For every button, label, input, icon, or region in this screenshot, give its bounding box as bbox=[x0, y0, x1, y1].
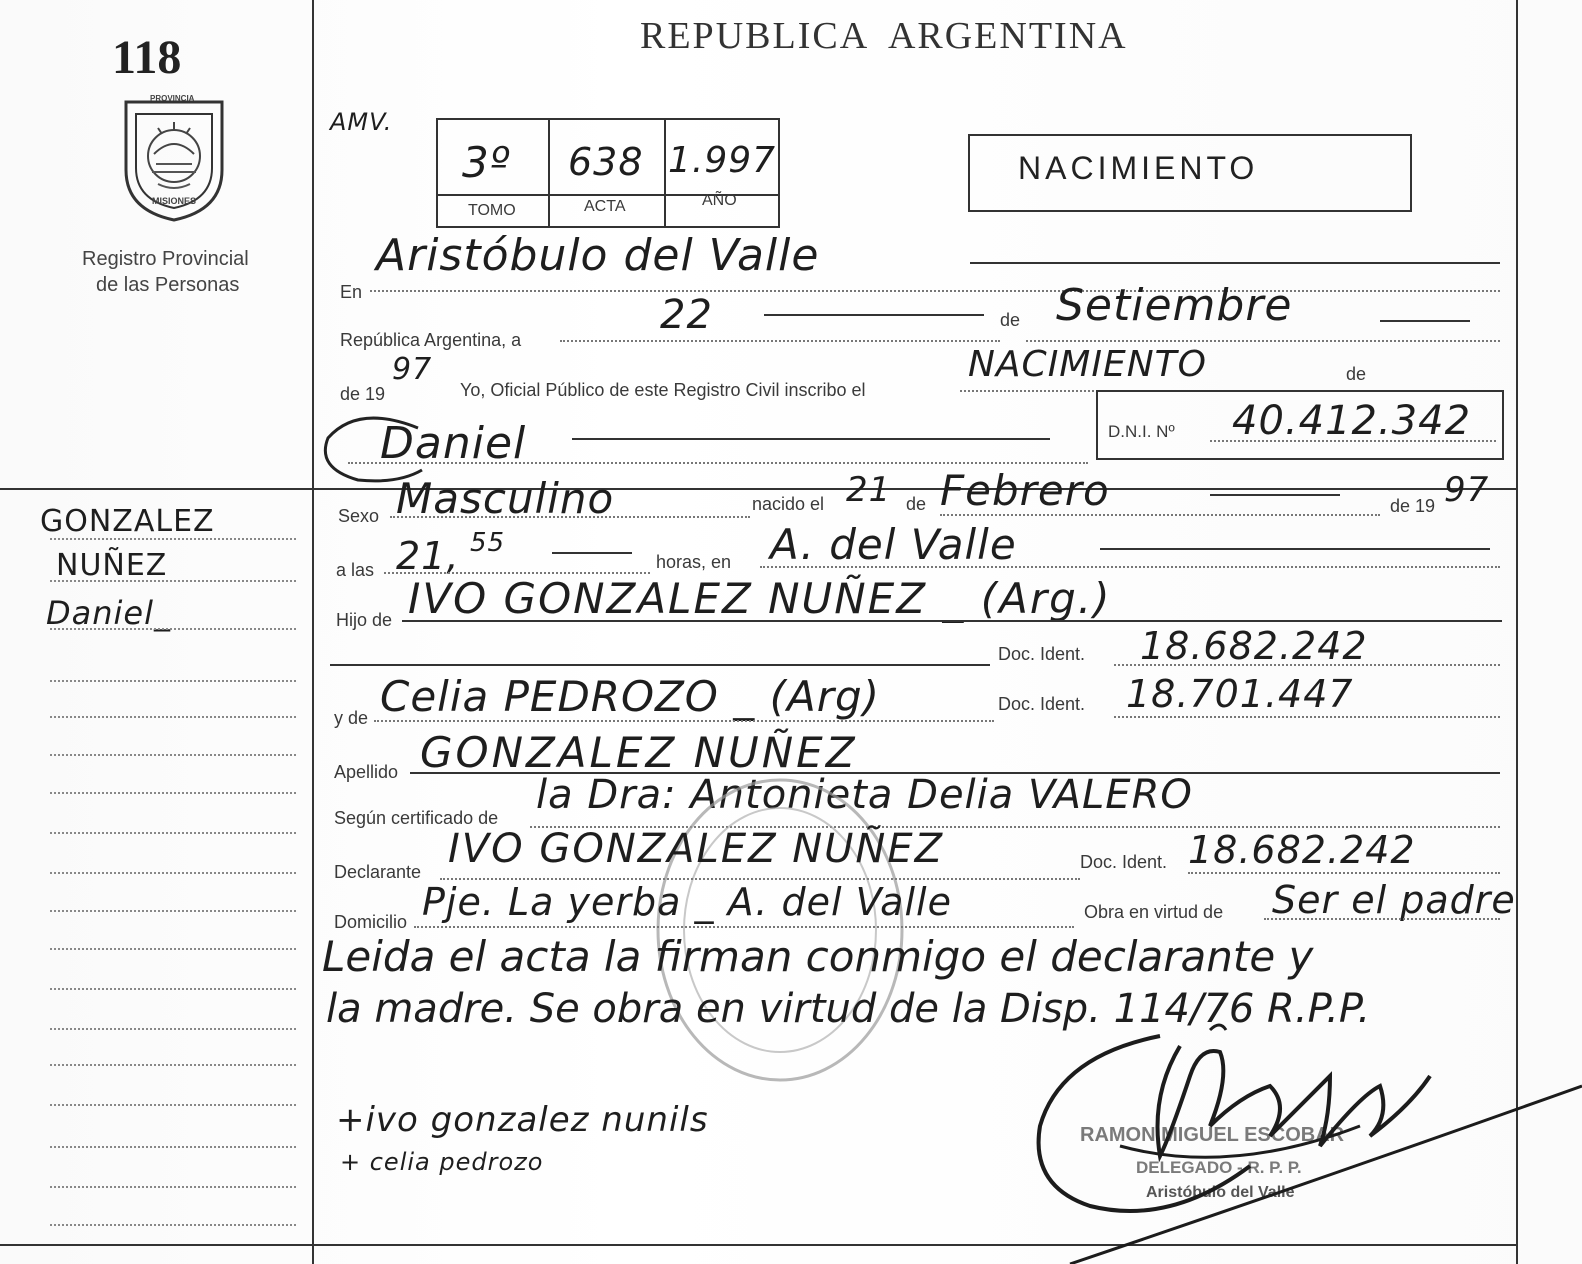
yde-label: y de bbox=[334, 708, 369, 728]
margin-line bbox=[50, 1028, 296, 1030]
de-label-2: de bbox=[1346, 364, 1367, 384]
acta-label: ACTA bbox=[584, 198, 626, 215]
month-underline bbox=[1380, 320, 1470, 322]
acta-value: 638 bbox=[568, 140, 644, 184]
dni-number: 40.412.342 bbox=[1232, 398, 1472, 444]
margin-line bbox=[50, 1186, 296, 1188]
obra-reason: Ser el padre bbox=[1272, 878, 1516, 922]
margin-surname-1: GONZALEZ bbox=[40, 504, 215, 539]
closing-note-line2: la madre. Se obra en virtud de la Disp. 114/76 R.P.P. bbox=[326, 986, 1371, 1032]
day-line bbox=[560, 340, 1000, 342]
mother-doc-line bbox=[1114, 716, 1500, 718]
dni-label: D.N.I. Nº bbox=[1108, 422, 1175, 441]
margin-line bbox=[50, 1146, 296, 1148]
margin-line bbox=[50, 792, 296, 794]
mother-doc-label: Doc. Ident. bbox=[998, 694, 1086, 714]
obra-label: Obra en virtud de bbox=[1084, 902, 1224, 922]
declarante-label: Declarante bbox=[334, 862, 422, 882]
margin-line bbox=[50, 988, 296, 990]
republica-label: República Argentina, a bbox=[340, 330, 522, 350]
seal-province-label: PROVINCIA bbox=[150, 94, 195, 103]
seal-name-label: MISIONES bbox=[152, 196, 197, 206]
registration-year-suffix: 97 bbox=[392, 352, 433, 387]
surname: GONZALEZ NUÑEZ bbox=[420, 728, 858, 777]
father-doc-label: Doc. Ident. bbox=[998, 644, 1086, 664]
official-round-stamp bbox=[650, 770, 910, 1090]
declarant-doc-line bbox=[1188, 872, 1500, 874]
father-name: IVO GONZALEZ NUÑEZ _ (Arg.) bbox=[408, 574, 1112, 623]
mother-doc: 18.701.447 bbox=[1126, 672, 1354, 716]
hour-underline bbox=[552, 552, 632, 554]
declarant-name: IVO GONZALEZ NUÑEZ bbox=[448, 826, 944, 872]
nacido-label: nacido el bbox=[752, 494, 825, 514]
margin-line bbox=[50, 754, 296, 756]
record-box-divider bbox=[664, 118, 666, 226]
record-type-title: NACIMIENTO bbox=[1018, 150, 1259, 186]
margin-divider bbox=[312, 0, 314, 1264]
anio-label: AÑO bbox=[702, 192, 737, 209]
birth-minutes: 55 bbox=[470, 528, 506, 558]
margin-line bbox=[50, 910, 296, 912]
officer-stamp-name: RAMON MIGUEL ESCOBAR bbox=[1080, 1124, 1345, 1146]
officer-stamp-place: Aristóbulo del Valle bbox=[1146, 1184, 1295, 1201]
address-line bbox=[414, 926, 1074, 928]
margin-line bbox=[50, 872, 296, 874]
birth-place: A. del Valle bbox=[770, 520, 1017, 569]
mother-name: Celia PEDROZO _ (Arg) bbox=[380, 672, 881, 721]
father-continuation-line bbox=[330, 664, 990, 666]
birth-day: 21 bbox=[846, 470, 892, 510]
tomo-label: TOMO bbox=[468, 202, 516, 219]
registration-place: Aristóbulo del Valle bbox=[376, 230, 820, 281]
en-label: En bbox=[340, 282, 363, 302]
margin-line bbox=[50, 948, 296, 950]
page-number: 118 bbox=[112, 31, 182, 84]
obra-line bbox=[1264, 918, 1500, 920]
birth-place-underline bbox=[1100, 548, 1490, 550]
closing-note-line1: Leida el acta la firman conmigo el declarante y bbox=[322, 932, 1314, 981]
child-name-underline bbox=[572, 438, 1050, 440]
segun-label: Según certificado de bbox=[334, 808, 499, 828]
margin-line bbox=[50, 1224, 296, 1226]
birth-month: Febrero bbox=[940, 466, 1110, 515]
margin-surname-2: NUÑEZ bbox=[56, 548, 168, 583]
oficial-statement: Yo, Oficial Público de este Registro Civil inscribo el bbox=[460, 380, 866, 400]
child-name: Daniel bbox=[380, 418, 527, 469]
alas-label: a las bbox=[336, 560, 375, 580]
hijo-label: Hijo de bbox=[336, 610, 393, 630]
event-type: NACIMIENTO bbox=[968, 344, 1207, 385]
registrar-initials: AMV. bbox=[330, 108, 393, 136]
registry-name-line2: de las Personas bbox=[96, 274, 240, 296]
officer-signature-scribble bbox=[1030, 1016, 1582, 1264]
registration-day: 22 bbox=[660, 292, 713, 338]
birth-place-line bbox=[760, 566, 1500, 568]
margin-line bbox=[50, 538, 296, 540]
declarant-signature: +ivo gonzalez nunils bbox=[336, 1100, 709, 1140]
birth-month-line bbox=[940, 514, 1380, 516]
tomo-value: 3º bbox=[462, 138, 511, 187]
country-title: REPUBLICA ARGENTINA bbox=[640, 15, 1128, 57]
father-underline bbox=[402, 620, 1502, 622]
day-underline bbox=[764, 314, 984, 316]
horas-label: horas, en bbox=[656, 552, 732, 572]
name-section-divider bbox=[0, 488, 1518, 490]
anio-value: 1.997 bbox=[668, 140, 777, 181]
margin-given-name: Daniel_ bbox=[46, 594, 171, 632]
birth-year-suffix: 97 bbox=[1444, 470, 1490, 510]
declarant-doc-label: Doc. Ident. bbox=[1080, 852, 1168, 872]
sex: Masculino bbox=[396, 474, 615, 523]
certifier: la Dra: Antonieta Delia VALERO bbox=[536, 772, 1193, 818]
sexo-label: Sexo bbox=[338, 506, 380, 526]
domicilio-label: Domicilio bbox=[334, 912, 408, 932]
de-label: de bbox=[1000, 310, 1021, 330]
address: Pje. La yerba _ A. del Valle bbox=[422, 880, 952, 924]
margin-line bbox=[50, 1104, 296, 1106]
child-name-line bbox=[348, 462, 1088, 464]
mother-signature: + celia pedrozo bbox=[340, 1148, 544, 1176]
mother-line bbox=[374, 720, 994, 722]
registration-month: Setiembre bbox=[1056, 280, 1293, 331]
margin-line bbox=[50, 680, 296, 682]
birth-year-prefix: de 19 bbox=[1390, 496, 1436, 516]
record-box-divider bbox=[548, 118, 550, 226]
apellido-label: Apellido bbox=[334, 762, 399, 782]
de-label-3: de bbox=[906, 494, 927, 514]
margin-line bbox=[50, 580, 296, 582]
margin-line bbox=[50, 832, 296, 834]
margin-line bbox=[50, 716, 296, 718]
declarant-doc: 18.682.242 bbox=[1188, 828, 1416, 872]
officer-stamp-role: DELEGADO - R. P. P. bbox=[1136, 1158, 1302, 1177]
registry-name-line1: Registro Provincial bbox=[82, 248, 249, 270]
year-prefix: de 19 bbox=[340, 384, 386, 404]
birth-month-underline bbox=[1210, 494, 1340, 496]
place-line bbox=[370, 290, 1500, 292]
place-underline bbox=[970, 262, 1500, 264]
birth-hour: 21, bbox=[396, 534, 460, 578]
father-doc: 18.682.242 bbox=[1140, 624, 1368, 668]
margin-line bbox=[50, 1064, 296, 1066]
margin-line bbox=[50, 628, 296, 630]
month-line bbox=[1026, 340, 1500, 342]
